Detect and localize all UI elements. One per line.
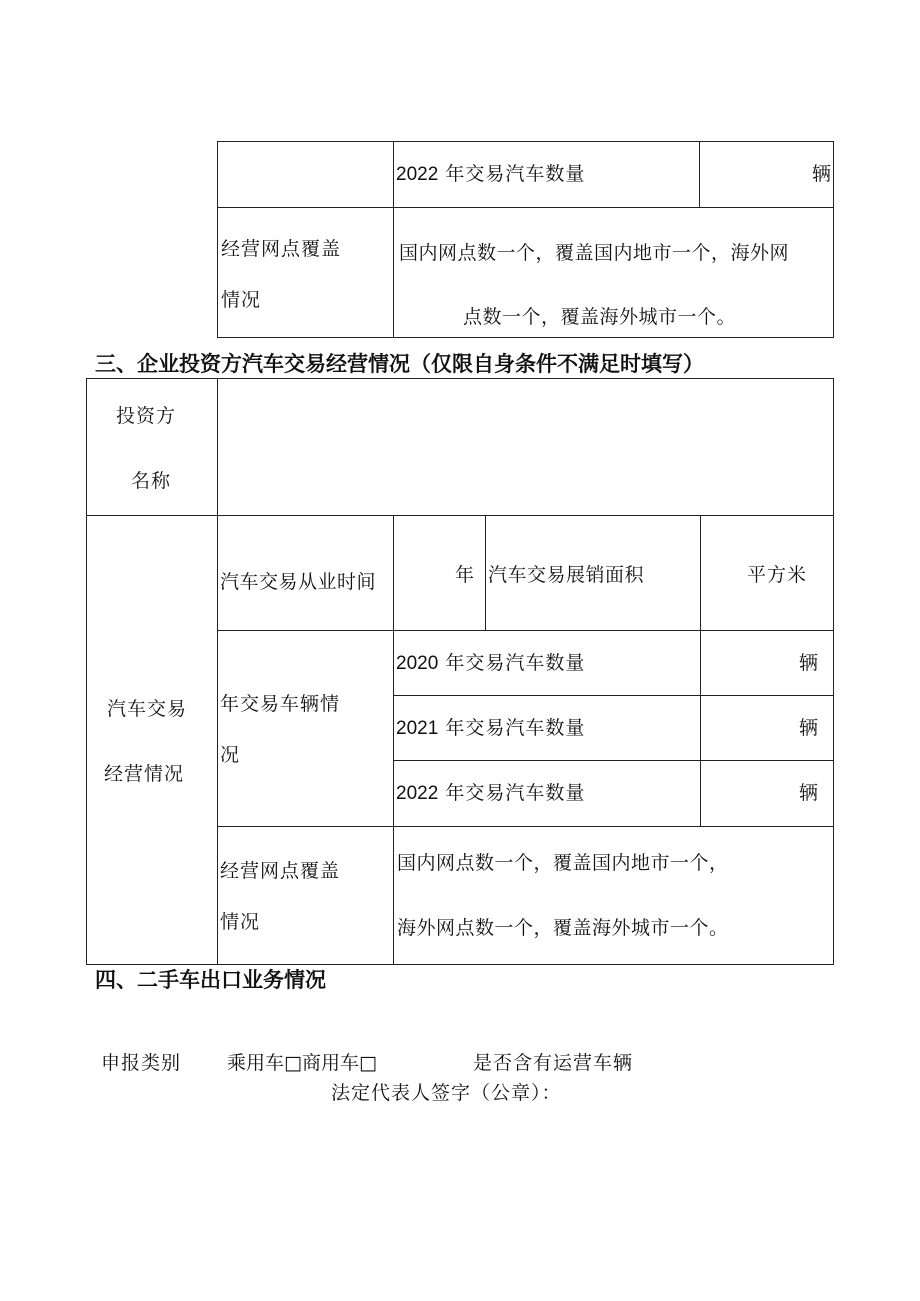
top-trade-unit: 辆 <box>812 163 833 185</box>
top-outlet-text-1: 国内网点数一个，覆盖国内地市一个，海外网 <box>399 242 790 264</box>
group-label-2: 经营情况 <box>104 763 185 785</box>
top-trade-year: 2022 <box>396 164 439 185</box>
passenger-checkbox[interactable]: □ <box>284 1052 302 1074</box>
top-table-col-divider <box>393 141 394 338</box>
annual-row-2021 <box>396 716 585 741</box>
category-label: 申报类别 <box>101 1052 182 1074</box>
annual-row-2020 <box>396 651 585 676</box>
annual-row-label: 年交易汽车数量 <box>445 652 586 674</box>
s3-line-annual-bottom <box>217 826 834 827</box>
annual-row-2022 <box>396 781 585 806</box>
s3-col-1 <box>217 378 218 965</box>
commercial-label: 商用车 <box>301 1052 359 1074</box>
annual-row-label: 年交易汽车数量 <box>445 782 586 804</box>
s3-outlet-text-1: 国内网点数一个，覆盖国内地市一个， <box>397 852 729 874</box>
s3-outlet-label-1: 经营网点覆盖 <box>220 860 341 882</box>
annual-row-label: 年交易汽车数量 <box>445 717 586 739</box>
section3-heading: 三、企业投资方汽车交易经营情况（仅限自身条件不满足时填写） <box>95 352 704 376</box>
top-outlet-text-2: 点数一个，覆盖海外城市一个。 <box>463 306 737 328</box>
s3-line-years-bottom <box>217 630 834 631</box>
annual-row-year: 2021 <box>396 718 439 739</box>
passenger-label: 乘用车 <box>227 1052 285 1074</box>
s3-col-years-unit <box>485 515 486 630</box>
top-outlet-label-2: 情况 <box>221 289 262 311</box>
top-table-row-divider <box>217 207 834 208</box>
s3-line-investor-bottom <box>86 515 834 516</box>
top-outlet-label-1: 经营网点覆盖 <box>221 238 342 260</box>
annual-row-year: 2020 <box>396 653 439 674</box>
annual-row-year: 2022 <box>396 783 439 804</box>
annual-label-1: 年交易车辆情 <box>220 693 341 715</box>
years-unit: 年 <box>455 564 476 586</box>
signature-label: 法定代表人签字（公章）： <box>331 1082 562 1104</box>
group-label-1: 汽车交易 <box>107 698 188 720</box>
area-label: 汽车交易展销面积 <box>488 564 645 586</box>
s3-outlet-text-2: 海外网点数一个，覆盖海外城市一个。 <box>397 917 729 939</box>
annual-row-unit: 辆 <box>799 717 820 739</box>
s3-line-2021-bottom <box>393 760 834 761</box>
investor-label-2: 名称 <box>131 470 172 492</box>
section4-heading: 四、二手车出口业务情况 <box>95 968 326 992</box>
area-unit: 平方米 <box>747 564 808 586</box>
top-trade-label: 年交易汽车数量 <box>445 163 586 185</box>
s3-line-2020-bottom <box>393 695 834 696</box>
s3-col-2 <box>393 515 394 965</box>
s3-outlet-label-2: 情况 <box>220 911 261 933</box>
commercial-checkbox[interactable]: □ <box>358 1052 377 1074</box>
years-label: 汽车交易从业时间 <box>220 571 377 593</box>
annual-row-unit: 辆 <box>799 782 820 804</box>
operating-vehicles-label: 是否含有运营车辆 <box>473 1052 634 1074</box>
top-table-unit-divider <box>699 141 700 207</box>
category-options <box>227 1051 377 1075</box>
top-trade-row-text <box>396 162 585 187</box>
s3-col-unit <box>700 515 701 826</box>
annual-row-unit: 辆 <box>799 652 820 674</box>
investor-label-1: 投资方 <box>116 405 177 427</box>
annual-label-2: 况 <box>220 744 241 766</box>
